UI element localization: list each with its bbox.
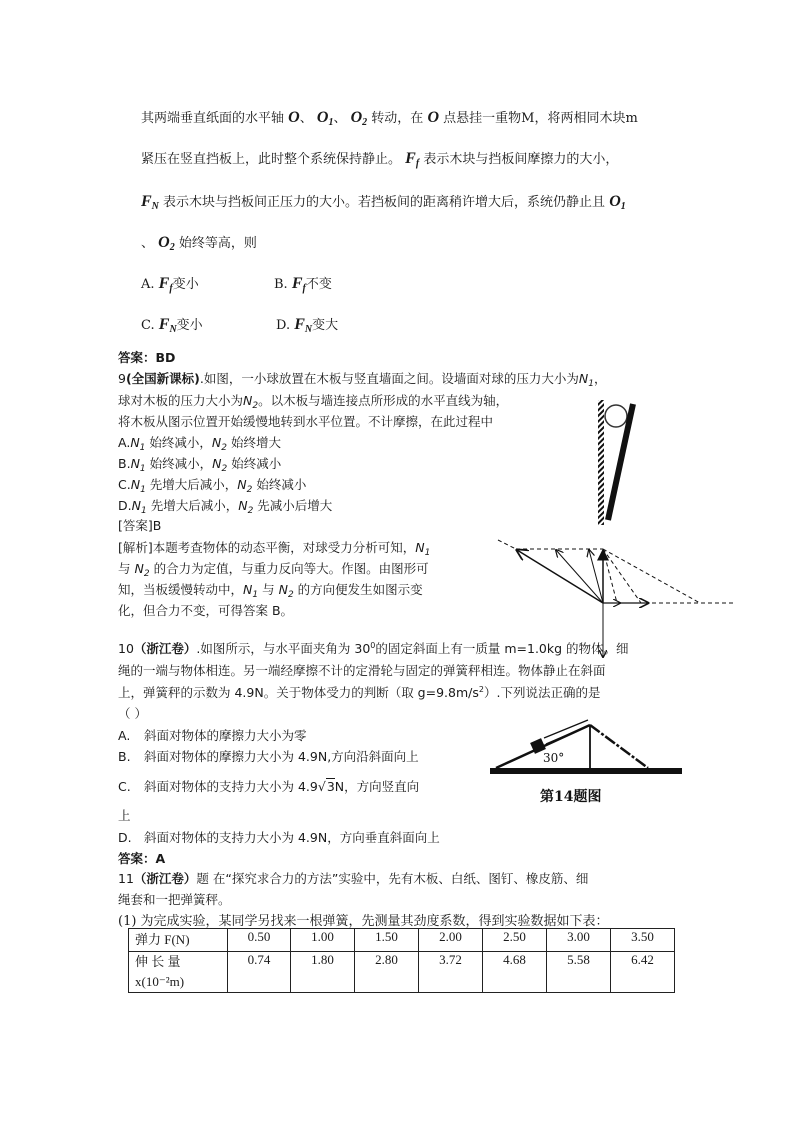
table-cell: 2.50 bbox=[483, 929, 547, 952]
option-text: N，方向竖直向 bbox=[334, 779, 420, 794]
option-label: C. bbox=[118, 779, 131, 794]
q10-line-4 bbox=[118, 704, 147, 722]
sqrt-value: 3 bbox=[326, 779, 335, 794]
text: [解析]本题考查物体的动态平衡，对球受力分析可知， bbox=[118, 540, 416, 555]
text: 的合力为定值，与重力反向等大。作图。由图形可 bbox=[153, 561, 429, 576]
table-cell: 4.68 bbox=[483, 952, 547, 993]
option-label: A. bbox=[118, 435, 131, 450]
var-n1: $N_1$ bbox=[130, 477, 146, 495]
q10-line-2 bbox=[118, 661, 606, 679]
table-cell: 5.58 bbox=[547, 952, 611, 993]
var-n2: $N_2$ bbox=[278, 582, 294, 600]
q10-option-b bbox=[118, 747, 419, 765]
figure-caption: 第14题图 bbox=[540, 789, 602, 805]
text: 转动，在 bbox=[371, 111, 424, 126]
option-label: B. bbox=[274, 277, 288, 292]
option-label: B. bbox=[118, 456, 131, 471]
answer-label: 答案： bbox=[118, 851, 156, 866]
question-number: 10 bbox=[118, 641, 134, 656]
option-text: 始终增大 bbox=[230, 435, 281, 450]
text: 。以木板与墙连接点所形成的水平直线为轴， bbox=[258, 393, 509, 408]
symbol-ff: $F_f$ bbox=[405, 150, 420, 169]
question-source: （浙江卷） bbox=[133, 871, 197, 886]
q10-option-a bbox=[118, 726, 307, 744]
option-text: 不变 bbox=[305, 277, 332, 292]
q10-option-c bbox=[118, 777, 419, 795]
symbol-o: O bbox=[427, 109, 440, 126]
q11-part-1 bbox=[118, 910, 609, 929]
text: 的方向便发生如图示变 bbox=[297, 582, 423, 597]
question-source: （浙江卷） bbox=[133, 641, 197, 656]
text: .如图，一小球放置在木板与竖直墙面之间。设墙面对球的压力大小为 bbox=[199, 371, 579, 386]
option-text: 变大 bbox=[312, 318, 339, 333]
text: 其两端垂直纸面的水平轴 bbox=[141, 111, 285, 126]
table-cell: 1.80 bbox=[291, 952, 355, 993]
answer-label: 答案： bbox=[118, 350, 156, 365]
text: ， bbox=[593, 371, 607, 386]
text: 、 bbox=[141, 236, 155, 251]
table-cell: 3.00 bbox=[547, 929, 611, 952]
question-source: (全国新课标) bbox=[125, 371, 200, 386]
option-text: 先增大后减小， bbox=[149, 477, 238, 492]
row-header: 伸 长 量 x(10⁻²m) bbox=[129, 952, 228, 993]
text: 与 bbox=[262, 582, 275, 597]
text: 的固定斜面上有一质量 m=1.0kg 的物体。细 bbox=[375, 641, 629, 656]
text: 题 在“探究求合力的方法”实验中，先有木板、白纸、图钉、橡皮筋、细 bbox=[196, 871, 589, 886]
text: 将木板从图示位置开始缓慢地转到水平位置。不计摩擦，在此过程中 bbox=[118, 414, 494, 429]
text: 绳的一端与物体相连。另一端经摩擦不计的定滑轮与固定的弹簧秤相连。物体静止在斜面 bbox=[118, 663, 606, 678]
option-text: 变小 bbox=[176, 318, 203, 333]
var-n2: $N_2$ bbox=[243, 393, 259, 411]
text: 点悬挂一重物M，将两相同木块m bbox=[443, 111, 638, 126]
text: 知，当板缓慢转动中， bbox=[118, 582, 244, 597]
text: 与 bbox=[118, 561, 131, 576]
table-cell: 2.80 bbox=[355, 952, 419, 993]
var-n1: $N_1$ bbox=[131, 498, 147, 516]
text: 化，但合力不变，可得答案 B。 bbox=[118, 603, 294, 618]
var-n2: $N_2$ bbox=[134, 561, 150, 579]
var-n2: $N_2$ bbox=[238, 498, 254, 516]
option-text: 变小 bbox=[172, 277, 199, 292]
exponent: 2 bbox=[478, 685, 484, 694]
table-cell: 2.00 bbox=[419, 929, 483, 952]
option-text: 先增大后减小， bbox=[150, 498, 239, 513]
option-text: 上 bbox=[118, 808, 131, 823]
degree-sup: 0 bbox=[370, 641, 376, 650]
answer-text: [答案]B bbox=[118, 518, 162, 533]
table-cell: 3.50 bbox=[611, 929, 675, 952]
option-text: 始终减小， bbox=[149, 456, 213, 471]
symbol-o1: $O_1$ bbox=[316, 109, 334, 128]
option-text: 始终减小， bbox=[149, 435, 212, 450]
question-number: 9 bbox=[118, 371, 126, 386]
symbol-ff: $F_f$ bbox=[158, 275, 173, 294]
option-label: D. bbox=[118, 498, 132, 513]
symbol-o2: $O_2$ bbox=[158, 234, 175, 253]
text: 绳套和一把弹簧秤。 bbox=[118, 892, 231, 907]
q10-option-c-wrap bbox=[118, 806, 131, 824]
text: .如图所示，与水平面夹角为 30 bbox=[196, 641, 371, 656]
text: 、 bbox=[333, 111, 347, 126]
q10-option-d bbox=[118, 828, 440, 846]
q10-answer bbox=[118, 849, 165, 867]
row-header: 弹力 F(N) bbox=[129, 929, 228, 952]
var-n2: $N_2$ bbox=[237, 477, 253, 495]
var-n1: $N_1$ bbox=[415, 540, 431, 558]
option-text: 斜面对物体的摩擦力大小为零 bbox=[144, 728, 307, 743]
option-text: 斜面对物体的支持力大小为 4.9 bbox=[144, 779, 318, 794]
table-row-force bbox=[129, 929, 675, 952]
table-cell: 0.50 bbox=[228, 929, 291, 952]
table-row-extension bbox=[129, 952, 675, 993]
text: 始终等高，则 bbox=[178, 236, 257, 251]
symbol-o1: $O_1$ bbox=[609, 193, 626, 212]
symbol-o: O bbox=[288, 109, 300, 126]
symbol-fn: $F_N$ bbox=[141, 193, 159, 212]
text: 表示木块与挡板间正压力的大小。若挡板间的距离稍许增大后，系统仍静止且 bbox=[163, 195, 606, 210]
option-text: 斜面对物体的摩擦力大小为 4.9N,方向沿斜面向上 bbox=[144, 749, 419, 764]
table-cell: 1.00 bbox=[291, 929, 355, 952]
q11-line-1 bbox=[118, 869, 588, 887]
option-label: C. bbox=[141, 318, 155, 333]
symbol-fn: $F_N$ bbox=[294, 316, 313, 335]
symbol-ff: $F_f$ bbox=[291, 275, 306, 294]
answer-blank: （ ） bbox=[118, 706, 147, 721]
answer-value: A bbox=[155, 851, 166, 866]
var-n1: $N_1$ bbox=[578, 371, 594, 389]
option-text: 先减小后增大 bbox=[257, 498, 333, 513]
option-label: A. bbox=[118, 728, 131, 743]
question-number: 11 bbox=[118, 871, 134, 886]
table-cell: 3.72 bbox=[419, 952, 483, 993]
option-text: 始终减小 bbox=[231, 456, 282, 471]
var-n2: $N_2$ bbox=[212, 456, 228, 474]
text: 球对木板的压力大小为 bbox=[118, 393, 244, 408]
option-label: A. bbox=[141, 277, 155, 292]
option-text: 斜面对物体的支持力大小为 4.9N，方向垂直斜面向上 bbox=[144, 830, 440, 845]
incline-pulley-figure bbox=[488, 700, 688, 810]
var-n1: $N_1$ bbox=[130, 456, 146, 474]
text: ）.下列说法正确的是 bbox=[483, 685, 601, 700]
table-cell: 6.42 bbox=[611, 952, 675, 993]
symbol-o2: $O_2$ bbox=[350, 109, 368, 128]
table-cell: 0.74 bbox=[228, 952, 291, 993]
text: 上，弹簧秤的示数为 4.9N。关于物体受力的判断（取 g=9.8m/s bbox=[118, 685, 479, 700]
sqrt-sign: √ bbox=[317, 779, 326, 794]
answer-value: BD bbox=[155, 350, 176, 365]
q10-line-1 bbox=[118, 639, 629, 657]
var-n1: $N_1$ bbox=[130, 435, 146, 453]
symbol-fn: $F_N$ bbox=[158, 316, 177, 335]
option-label: C. bbox=[118, 477, 131, 492]
q11-line-2 bbox=[118, 890, 231, 908]
text: 表示木块与挡板间摩擦力的大小， bbox=[423, 152, 619, 167]
q10-line-3 bbox=[118, 683, 600, 701]
text: (1) 为完成实验，某同学另找来一根弹簧，先测量其劲度系数，得到实验数据如下表： bbox=[118, 914, 609, 929]
var-n2: $N_2$ bbox=[211, 435, 227, 453]
option-label: D. bbox=[276, 318, 291, 333]
spring-data-table bbox=[128, 928, 675, 993]
angle-label: 30° bbox=[543, 751, 565, 765]
option-label: B. bbox=[118, 749, 131, 764]
option-label: D. bbox=[118, 830, 132, 845]
var-n1: $N_1$ bbox=[243, 582, 259, 600]
ground-icon bbox=[490, 768, 682, 774]
table-cell: 1.50 bbox=[355, 929, 419, 952]
option-text: 始终减小 bbox=[256, 477, 307, 492]
text: 紧压在竖直挡板上，此时整个系统保持静止。 bbox=[141, 152, 402, 167]
text: 、 bbox=[299, 111, 313, 126]
